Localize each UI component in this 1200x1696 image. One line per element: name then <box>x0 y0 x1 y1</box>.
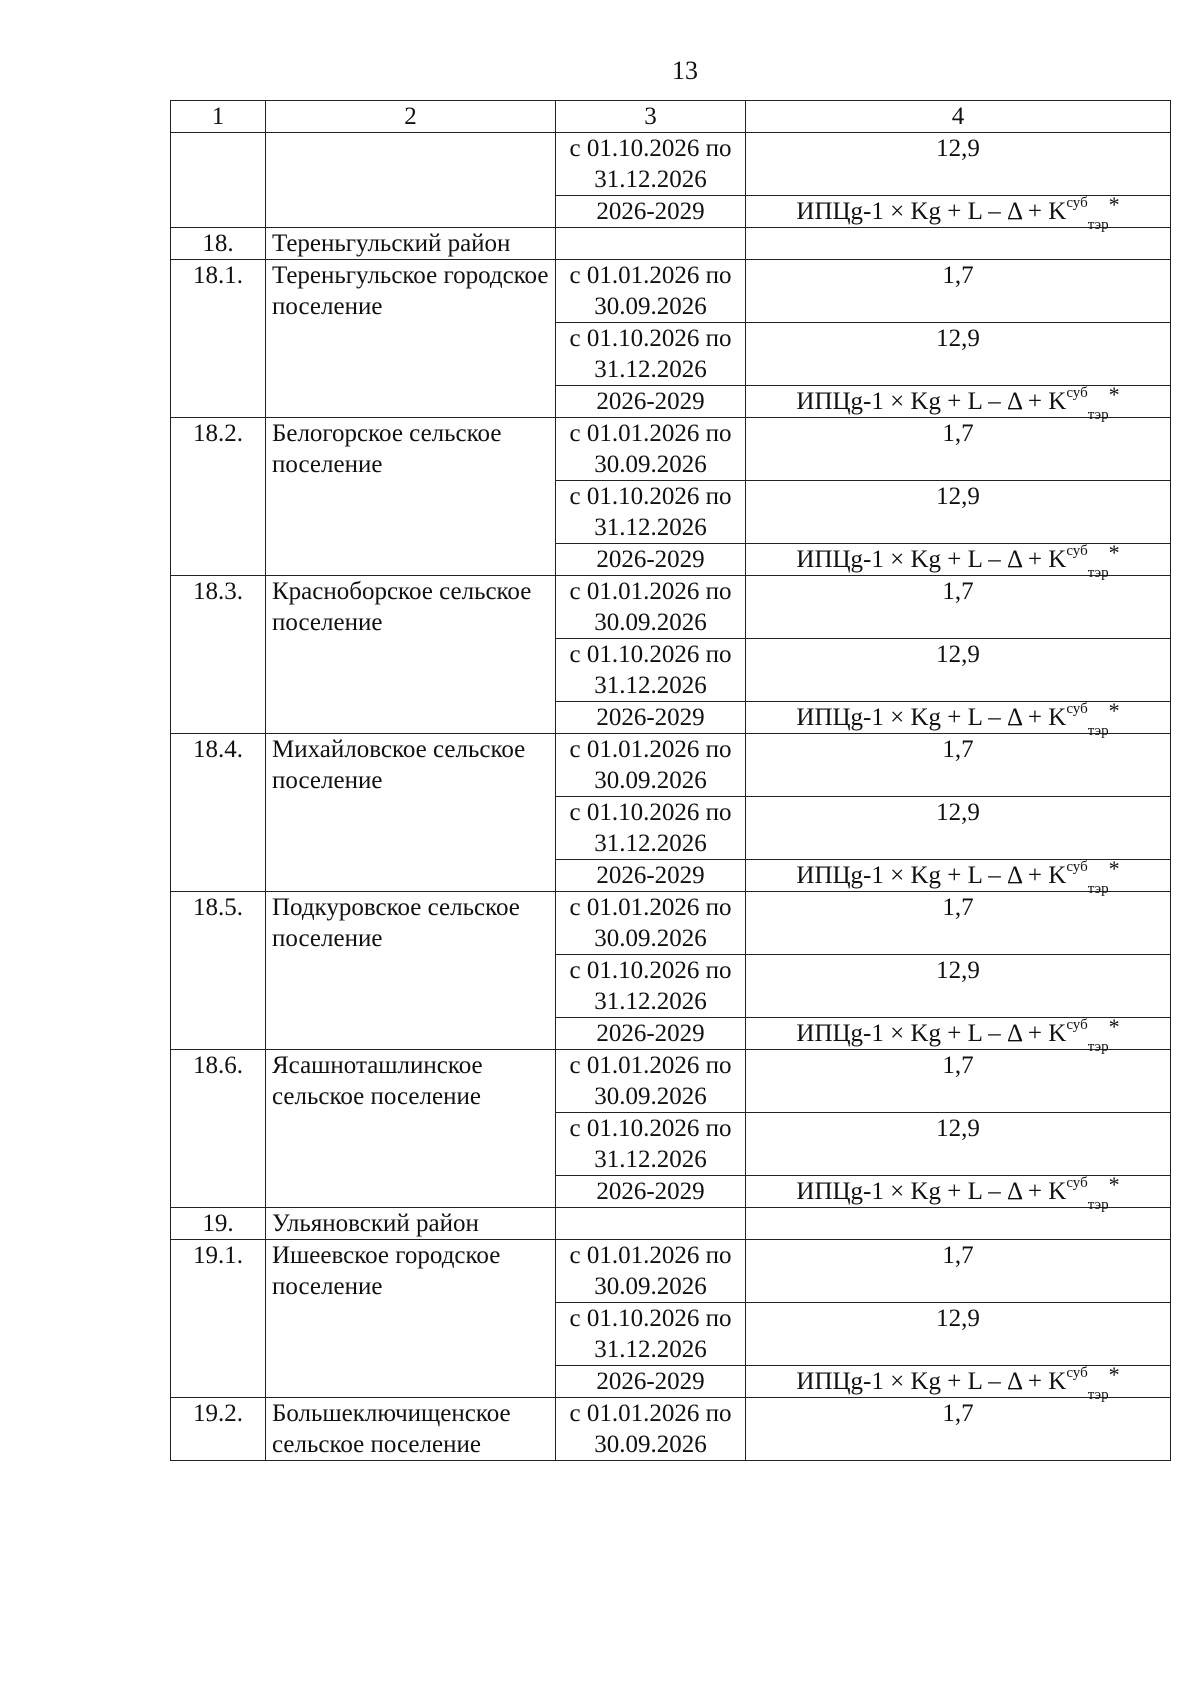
value-cell: 12,9 <box>746 1303 1171 1366</box>
formula-sup: суб <box>1066 384 1088 401</box>
formula-main: ИПЦg-1 × Kg + L – Δ + K <box>796 862 1067 889</box>
formula-main: ИПЦg-1 × Kg + L – Δ + K <box>796 704 1067 731</box>
table-row <box>171 133 1171 196</box>
value-cell: 12,9 <box>746 481 1171 544</box>
table-row <box>171 1240 1171 1303</box>
period-cell: с 01.10.2026 по 31.12.2026 <box>556 1113 746 1176</box>
value-cell: 1,7 <box>746 576 1171 639</box>
row-number: 19.1. <box>171 1240 266 1398</box>
value-cell: 1,7 <box>746 1050 1171 1113</box>
formula-main: ИПЦg-1 × Kg + L – Δ + K <box>796 198 1067 225</box>
period-cell: с 01.10.2026 по 31.12.2026 <box>556 323 746 386</box>
table-row <box>171 1398 1171 1461</box>
settlement-name: Михайловское сельское поселение <box>266 734 556 892</box>
formula-sup: суб <box>1066 858 1088 875</box>
header-row <box>171 101 1171 133</box>
period-cell: с 01.10.2026 по 31.12.2026 <box>556 133 746 196</box>
value-cell: 1,7 <box>746 1240 1171 1303</box>
formula-cell <box>746 192 1171 233</box>
formula-cell <box>746 1172 1171 1213</box>
value-cell: 1,7 <box>746 734 1171 797</box>
period-cell: 2026-2029 <box>556 196 746 228</box>
formula-sub: тэр <box>1087 723 1109 739</box>
period-cell: 2026-2029 <box>556 1018 746 1050</box>
empty-cell <box>556 1208 746 1240</box>
row-number: 18.6. <box>171 1050 266 1208</box>
formula-sup: суб <box>1066 1364 1088 1381</box>
settlement-name: Красноборское сельское поселение <box>266 576 556 734</box>
period-cell: с 01.10.2026 по 31.12.2026 <box>556 481 746 544</box>
period-cell: 2026-2029 <box>556 860 746 892</box>
district-row <box>171 1208 1171 1240</box>
value-cell: 1,7 <box>746 892 1171 955</box>
settlement-name <box>266 133 556 228</box>
formula-sup: суб <box>1066 542 1088 559</box>
formula-sub: тэр <box>1087 1039 1109 1055</box>
row-number: 18.3. <box>171 576 266 734</box>
period-cell: с 01.01.2026 по 30.09.2026 <box>556 418 746 481</box>
district-name: Ульяновский район <box>266 1208 556 1240</box>
period-cell: 2026-2029 <box>556 1176 746 1208</box>
period-cell: с 01.10.2026 по 31.12.2026 <box>556 797 746 860</box>
table-row <box>171 418 1171 481</box>
formula-asterisk: * <box>1108 698 1120 723</box>
formula-sub: тэр <box>1087 881 1109 897</box>
row-number: 18.2. <box>171 418 266 576</box>
formula-asterisk: * <box>1108 1362 1120 1387</box>
table-row <box>171 260 1171 323</box>
row-number: 18.5. <box>171 892 266 1050</box>
table-row <box>171 576 1171 639</box>
header-cell-2: 2 <box>266 101 556 133</box>
value-cell: 12,9 <box>746 639 1171 702</box>
formula-asterisk: * <box>1108 1172 1120 1197</box>
row-number: 19.2. <box>171 1398 266 1461</box>
row-number <box>171 133 266 228</box>
district-number: 18. <box>171 228 266 260</box>
formula-sup: суб <box>1066 1174 1088 1191</box>
period-cell: с 01.10.2026 по 31.12.2026 <box>556 955 746 1018</box>
period-cell: 2026-2029 <box>556 702 746 734</box>
formula-sup: суб <box>1066 194 1088 211</box>
empty-cell <box>556 228 746 260</box>
tariff-table <box>170 100 1171 1461</box>
formula-sub: тэр <box>1087 1387 1109 1403</box>
value-cell: 12,9 <box>746 323 1171 386</box>
value-cell: 12,9 <box>746 133 1171 196</box>
formula-cell <box>746 856 1171 897</box>
period-cell: с 01.10.2026 по 31.12.2026 <box>556 639 746 702</box>
period-cell: с 01.01.2026 по 30.09.2026 <box>556 1398 746 1461</box>
period-cell: 2026-2029 <box>556 386 746 418</box>
value-cell: 12,9 <box>746 1113 1171 1176</box>
formula-asterisk: * <box>1108 192 1120 217</box>
period-cell: с 01.01.2026 по 30.09.2026 <box>556 576 746 639</box>
formula-sub: тэр <box>1087 565 1109 581</box>
row-number: 18.4. <box>171 734 266 892</box>
formula-sub: тэр <box>1087 217 1109 233</box>
header-cell-4: 4 <box>746 101 1171 133</box>
period-cell: 2026-2029 <box>556 544 746 576</box>
page-number: 13 <box>672 56 698 85</box>
value-cell: 1,7 <box>746 1398 1171 1461</box>
formula-sub: тэр <box>1087 1197 1109 1213</box>
formula-sub: тэр <box>1087 407 1109 423</box>
period-cell: с 01.01.2026 по 30.09.2026 <box>556 734 746 797</box>
table-row <box>171 892 1171 955</box>
period-cell: с 01.01.2026 по 30.09.2026 <box>556 892 746 955</box>
table-row <box>171 1050 1171 1113</box>
formula-main: ИПЦg-1 × Kg + L – Δ + K <box>796 1020 1067 1047</box>
formula-main: ИПЦg-1 × Kg + L – Δ + K <box>796 388 1067 415</box>
period-cell: с 01.01.2026 по 30.09.2026 <box>556 260 746 323</box>
period-cell: с 01.01.2026 по 30.09.2026 <box>556 1050 746 1113</box>
district-number: 19. <box>171 1208 266 1240</box>
value-cell: 1,7 <box>746 260 1171 323</box>
formula-asterisk: * <box>1108 540 1120 565</box>
formula-main: ИПЦg-1 × Kg + L – Δ + K <box>796 1368 1067 1395</box>
district-name: Тереньгульский район <box>266 228 556 260</box>
value-cell: 1,7 <box>746 418 1171 481</box>
row-number: 18.1. <box>171 260 266 418</box>
formula-asterisk: * <box>1108 382 1120 407</box>
formula-sup: суб <box>1066 700 1088 717</box>
formula-sup: суб <box>1066 1016 1088 1033</box>
table-row <box>171 734 1171 797</box>
settlement-name: Ишеевское городское поселение <box>266 1240 556 1398</box>
settlement-name: Ясашноташлинское сельское поселение <box>266 1050 556 1208</box>
district-row <box>171 228 1171 260</box>
header-cell-3: 3 <box>556 101 746 133</box>
settlement-name: Белогорское сельское поселение <box>266 418 556 576</box>
value-cell: 12,9 <box>746 797 1171 860</box>
formula-main: ИПЦg-1 × Kg + L – Δ + K <box>796 1178 1067 1205</box>
formula-cell <box>746 382 1171 423</box>
formula-cell <box>746 698 1171 739</box>
header-cell-1: 1 <box>171 101 266 133</box>
settlement-name: Тереньгульское городское поселение <box>266 260 556 418</box>
formula-main: ИПЦg-1 × Kg + L – Δ + K <box>796 546 1067 573</box>
period-cell: с 01.10.2026 по 31.12.2026 <box>556 1303 746 1366</box>
formula-cell <box>746 1014 1171 1055</box>
value-cell: 12,9 <box>746 955 1171 1018</box>
formula-asterisk: * <box>1108 856 1120 881</box>
settlement-name: Большеключищенское сельское поселение <box>266 1398 556 1461</box>
formula-asterisk: * <box>1108 1014 1120 1039</box>
settlement-name: Подкуровское сельское поселение <box>266 892 556 1050</box>
formula-cell <box>746 540 1171 581</box>
period-cell: с 01.01.2026 по 30.09.2026 <box>556 1240 746 1303</box>
period-cell: 2026-2029 <box>556 1366 746 1398</box>
formula-cell <box>746 1362 1171 1403</box>
